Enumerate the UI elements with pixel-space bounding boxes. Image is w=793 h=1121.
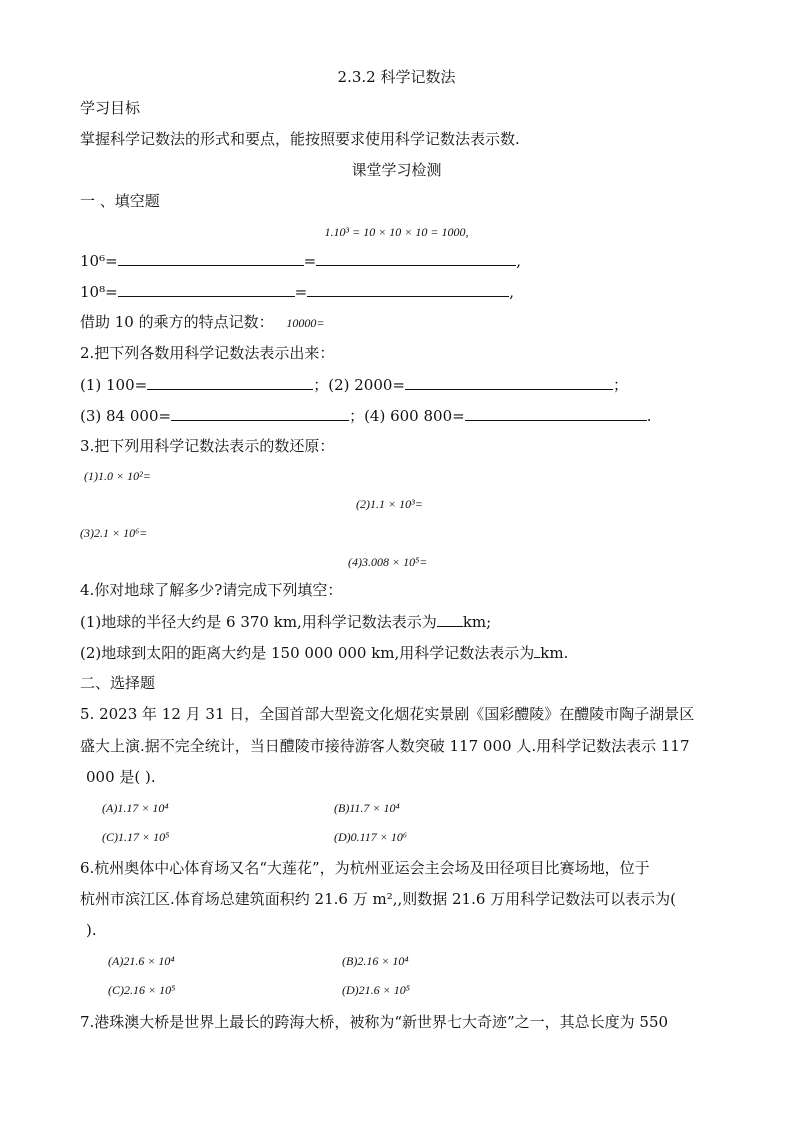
- answer-blank[interactable]: [437, 611, 463, 627]
- q1-line-a: [80, 250, 521, 271]
- q6-line-3: ).: [86, 921, 97, 939]
- q5-line-3: 000 是( ).: [86, 768, 156, 786]
- q2-row-2: [80, 405, 651, 426]
- q1-example: 1.10³ = 10 × 10 × 10 = 1000,: [324, 225, 469, 239]
- q3-item-4: (4)3.008 × 10⁵=: [348, 555, 428, 569]
- answer-blank[interactable]: [465, 405, 647, 421]
- q2-b-label: ；(2) 2000=: [313, 376, 405, 394]
- q6-option-a[interactable]: (A)21.6 × 10⁴: [108, 954, 175, 968]
- q6-option-b[interactable]: (B)2.16 × 10⁴: [342, 954, 409, 968]
- q5-option-a[interactable]: (A)1.17 × 10⁴: [102, 801, 169, 815]
- q1-b-prefix: 10⁸=: [80, 283, 118, 301]
- q6-option-d[interactable]: (D)21.6 × 10⁵: [342, 983, 410, 997]
- q2-a-label: (1) 100=: [80, 376, 148, 394]
- answer-blank[interactable]: [171, 405, 349, 421]
- q6-line-1: 6.杭州奥体中心体育场又名“大莲花”，为杭州亚运会主会场及田径项目比赛场地，位于: [80, 859, 650, 877]
- part2-heading: 二、选择题: [80, 674, 156, 692]
- answer-blank[interactable]: [307, 281, 509, 297]
- comma: ,: [516, 252, 522, 270]
- q7-line-1: 7.港珠澳大桥是世界上最长的跨海大桥，被称为“新世界七大奇迹”之一，其总长度为 550: [80, 1013, 669, 1031]
- q3-item-3: (3)2.1 × 10⁶=: [80, 526, 148, 540]
- q2-d-label: ；(4) 600 800=: [349, 407, 465, 425]
- answer-blank[interactable]: [118, 281, 295, 297]
- q5-line-1: 5. 2023 年 12 月 31 日，全国首部大型瓷文化烟花实景剧《国彩醴陵》在醴陵市陶子湖景区: [80, 705, 695, 723]
- q4-text: 4.你对地球了解多少?请完成下列填空：: [80, 581, 343, 599]
- section-title: 课堂学习检测: [351, 161, 442, 179]
- equals-sign: =: [294, 283, 308, 301]
- answer-blank[interactable]: [405, 374, 613, 390]
- q4-2-text: (2)地球到太阳的距离大约是 150 000 000 km,用科学记数法表示为: [80, 644, 535, 662]
- q3-item-1: (1)1.0 × 10²=: [84, 469, 151, 483]
- q4-1-unit: km;: [462, 613, 492, 631]
- q6-option-c[interactable]: (C)2.16 × 10⁵: [108, 983, 176, 997]
- q4-1-text: (1)地球的半径大约是 6 370 km,用科学记数法表示为: [80, 613, 437, 631]
- q4-item-2: [80, 642, 568, 663]
- q1-line-b: [80, 281, 514, 302]
- period: .: [646, 407, 652, 425]
- q5-option-b[interactable]: (B)11.7 × 10⁴: [334, 801, 400, 815]
- q1-hint: [80, 312, 325, 333]
- semicolon: ；: [612, 376, 628, 394]
- comma: ,: [509, 283, 515, 301]
- q4-item-1: [80, 611, 491, 632]
- q1-a-prefix: 10⁶=: [80, 252, 118, 270]
- q3-item-2: (2)1.1 × 10³=: [356, 497, 423, 511]
- page-title: 2.3.2 科学记数法: [337, 68, 456, 86]
- q1-hint-text: 借助 10 的乘方的特点记数：: [80, 313, 274, 331]
- goals-heading: 学习目标: [80, 99, 141, 117]
- answer-blank[interactable]: [118, 250, 304, 266]
- q1-hint-math: 10000=: [286, 316, 325, 330]
- q2-c-label: (3) 84 000=: [80, 407, 172, 425]
- q5-line-2: 盛大上演.据不完全统计，当日醴陵市接待游客人数突破 117 000 人.用科学记数法表示 117: [80, 737, 690, 755]
- part1-heading: 一 、填空题: [80, 192, 160, 210]
- goals-text: 掌握科学记数法的形式和要点，能按照要求使用科学记数法表示数.: [80, 130, 520, 148]
- q4-2-unit: km.: [540, 644, 569, 662]
- answer-blank[interactable]: [316, 250, 516, 266]
- q5-option-d[interactable]: (D)0.117 × 10⁶: [334, 830, 408, 844]
- answer-blank[interactable]: [147, 374, 313, 390]
- equals-sign: =: [303, 252, 317, 270]
- q2-row-1: [80, 374, 628, 395]
- q6-line-2: 杭州市滨江区.体育场总建筑面积约 21.6 万 m²,,则数据 21.6 万用科学记数法可以表示为(: [80, 890, 677, 908]
- q3-text: 3.把下列用科学记数法表示的数还原：: [80, 437, 335, 455]
- q2-text: 2.把下列各数用科学记数法表示出来：: [80, 344, 335, 362]
- q5-option-c[interactable]: (C)1.17 × 10⁵: [102, 830, 170, 844]
